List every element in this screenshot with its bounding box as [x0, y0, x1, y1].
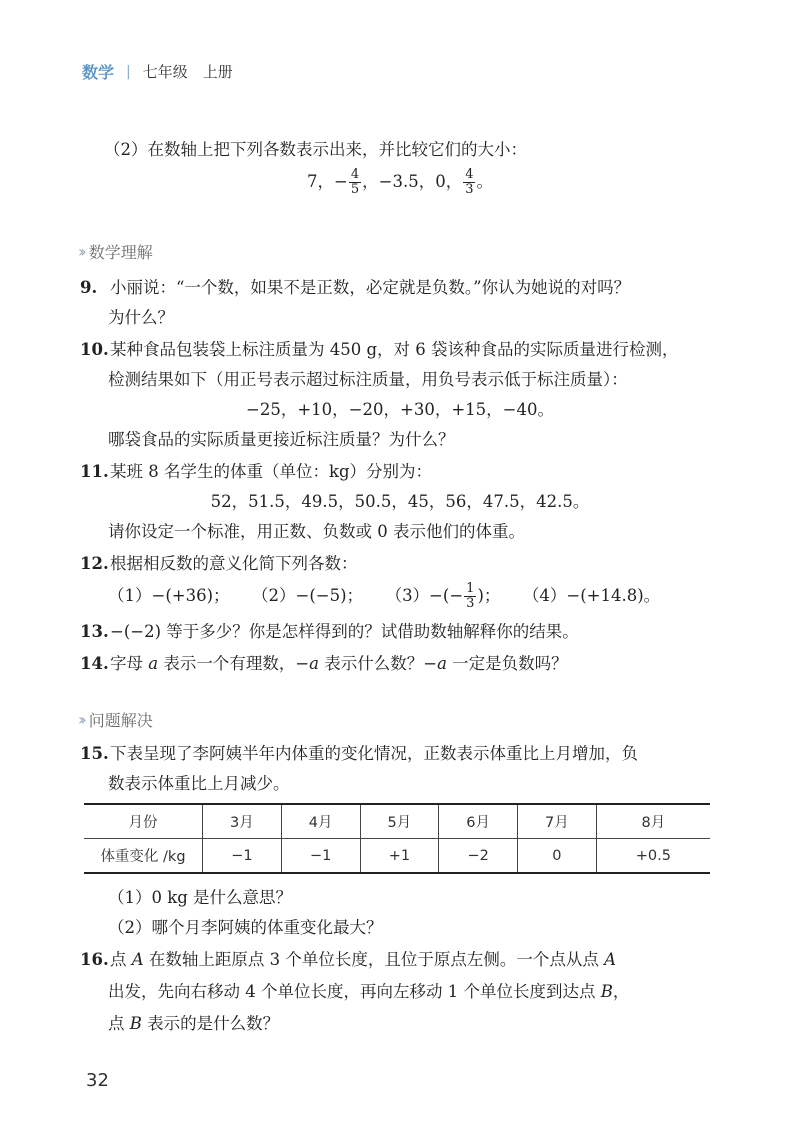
q16-point-b2: B — [129, 1014, 142, 1033]
table-value-cell: +0.5 — [596, 839, 710, 874]
q16-line3 — [108, 1010, 279, 1034]
header-grade: 七年级 上册 — [142, 63, 233, 81]
nums-c: 。 — [476, 172, 493, 191]
q15-line1 — [80, 740, 638, 764]
table-value-cell: −1 — [203, 839, 282, 874]
table-month-cell: 5月 — [360, 804, 439, 839]
q16-l1a: 点 — [110, 950, 132, 969]
q12-part3a: （3）−(− — [385, 586, 464, 605]
q16-point-b1: B — [600, 982, 613, 1001]
q10-number: 10. — [80, 340, 109, 359]
q12-line1 — [80, 550, 358, 574]
fraction-one-third — [464, 582, 476, 610]
frac1-numerator: 4 — [350, 167, 360, 183]
q16-point-a1: A — [131, 950, 144, 969]
section2-title: 问题解决 — [88, 711, 153, 730]
table-header-label: 月份 — [84, 804, 203, 839]
q13-line1 — [80, 618, 579, 642]
q16-l2end: ， — [612, 982, 630, 1001]
q16-l1b: 在数轴上距原点 3 个单位长度，且位于原点左侧。一个点从点 — [143, 950, 605, 969]
table-value-row — [84, 839, 710, 874]
q16-l3a: 点 — [108, 1014, 130, 1033]
nums-b: ，−3.5，0， — [362, 172, 463, 191]
q9-line1 — [80, 274, 630, 298]
page-header — [82, 60, 233, 83]
q10-line2: 检测结果如下（用正号表示超过标注质量，用负号表示低于标注质量）： — [108, 370, 628, 389]
q9-line2: 为什么？ — [108, 308, 174, 327]
q12-part2: （2）−(−5)； — [252, 586, 364, 605]
q15-text1: 下表呈现了李阿姨半年内体重的变化情况，正数表示体重比上月增加，负 — [110, 744, 638, 763]
q16-line1 — [80, 946, 616, 970]
frac3-numerator: 1 — [466, 581, 475, 597]
table-month-cell: 3月 — [203, 804, 282, 839]
q12-number: 12. — [80, 554, 109, 573]
q11-number: 11. — [80, 462, 109, 481]
table-row-label: 体重变化 /kg — [84, 839, 203, 874]
table-header-row — [84, 804, 710, 839]
double-chevron-icon: ›› — [78, 710, 83, 729]
q14-t2: 表示一个有理数，− — [158, 654, 310, 673]
fraction-four-thirds — [463, 168, 475, 196]
q15-sub2: （2）哪个月李阿姨的体重变化最大？ — [108, 918, 383, 937]
table-value-cell: −1 — [281, 839, 360, 874]
table-month-cell: 4月 — [281, 804, 360, 839]
weight-change-table — [84, 803, 710, 874]
q10-text1: 某种食品包装袋上标注质量为 450 g，对 6 袋该种食品的实际质量进行检测， — [110, 340, 679, 359]
q14-number: 14. — [80, 654, 109, 673]
double-chevron-icon: ›› — [78, 242, 83, 261]
header-subject: 数学 — [82, 63, 115, 82]
q13-text1: −(−2) 等于多少？你是怎样得到的？试借助数轴解释你的结果。 — [110, 622, 579, 641]
q16-l3b: 表示的是什么数？ — [141, 1014, 280, 1033]
q9-text1: 小丽说：“一个数，如果不是正数，必定就是负数。”你认为她说的对吗？ — [110, 278, 631, 297]
frac1-denominator: 5 — [350, 182, 360, 197]
table-month-cell: 8月 — [596, 804, 710, 839]
q11-line1 — [80, 458, 432, 482]
fraction-four-fifths — [349, 168, 361, 196]
q10-line3: 哪袋食品的实际质量更接近标注质量？为什么？ — [108, 430, 455, 449]
q15-line2: 数表示体重比上月减少。 — [108, 774, 290, 793]
q12-part1: （1）−(+36)； — [108, 586, 230, 605]
section-math-understanding — [78, 240, 153, 263]
q16-l2: 出发，先向右移动 4 个单位长度，再向左移动 1 个单位长度到达点 — [108, 982, 601, 1001]
q12-text1: 根据相反数的意义化简下列各数： — [110, 554, 358, 573]
q15-number: 15. — [80, 744, 109, 763]
section-problem-solving — [78, 708, 153, 731]
frac2-numerator: 4 — [465, 167, 474, 183]
q14-t4: 一定是负数吗？ — [446, 654, 568, 673]
q14-line1 — [80, 650, 568, 674]
q12-part3b: )； — [477, 586, 501, 605]
q12-part4: （4）−(+14.8)。 — [522, 586, 661, 605]
q9-number: 9. — [80, 278, 98, 297]
q10-line1 — [80, 336, 679, 360]
q8-part2-numbers — [0, 168, 800, 197]
q14-var-a3: a — [437, 654, 447, 673]
q12-parts — [108, 582, 660, 611]
table-value-cell: −2 — [439, 839, 518, 874]
header-separator: | — [126, 63, 131, 80]
q13-number: 13. — [80, 622, 109, 641]
q14-var-a2: a — [309, 654, 320, 673]
q11-line2: 请你设定一个标准，用正数、负数或 0 表示他们的体重。 — [108, 522, 525, 541]
q16-line2 — [108, 978, 629, 1002]
q10-values: −25，+10，−20，+30，+15，−40。 — [246, 400, 554, 419]
q11-values: 52，51.5，49.5，50.5，45，56，47.5，42.5。 — [210, 492, 590, 511]
frac3-denominator: 3 — [466, 596, 475, 611]
table-month-cell: 7月 — [518, 804, 597, 839]
q16-number: 16. — [80, 950, 109, 969]
q14-t1: 字母 — [110, 654, 149, 673]
table-value-cell: +1 — [360, 839, 439, 874]
q16-point-a2: A — [604, 950, 617, 969]
table-value-cell: 0 — [518, 839, 597, 874]
table-month-cell: 6月 — [439, 804, 518, 839]
frac2-denominator: 3 — [465, 182, 474, 197]
q8-part2-text: （2）在数轴上把下列各数表示出来，并比较它们的大小： — [104, 140, 527, 159]
section1-title: 数学理解 — [88, 243, 153, 262]
nums-a: 7，− — [307, 172, 348, 191]
q14-t3: 表示什么数？− — [319, 654, 438, 673]
q14-var-a1: a — [148, 654, 159, 673]
q15-sub1: （1）0 kg 是什么意思？ — [108, 888, 293, 907]
q11-text1: 某班 8 名学生的体重（单位：kg）分别为： — [110, 462, 433, 481]
page-number: 32 — [86, 1070, 109, 1091]
